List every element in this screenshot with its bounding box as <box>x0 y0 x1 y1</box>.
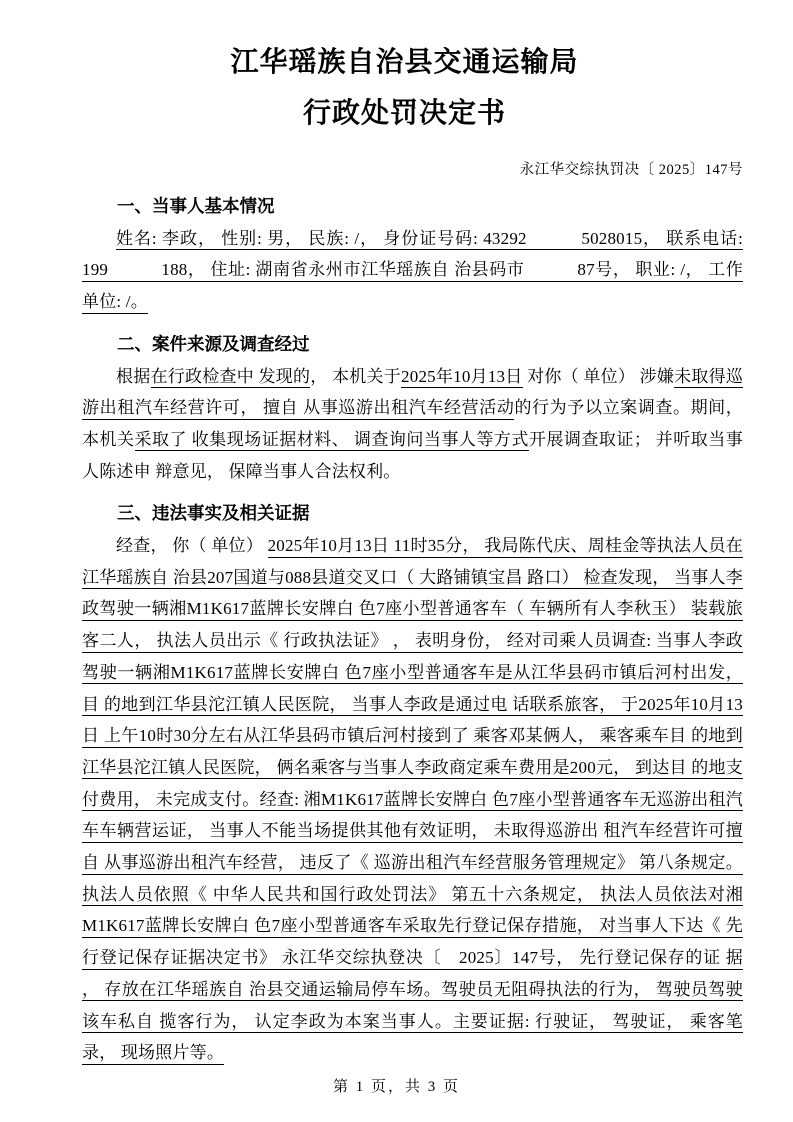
filled-field-text: 在行政检查中 发现的 <box>151 367 311 389</box>
title-line-2: 行政处罚决定书 <box>302 97 506 128</box>
section-2-paragraph <box>82 361 743 488</box>
static-text: 的行为予以立案调查。期间， 本机关 <box>82 398 743 449</box>
filled-field-text: 姓名: 李政， 性别: 男， 民族: /， 身份证号码: 43292 5028015， 联系电话: 199 188， 住址: 湖南省永州市江华瑶族自 治县码市 87号， 职业: /， 工作单位: /。 <box>82 229 743 314</box>
static-text: 开展调查取证； 并听取当事人陈述申 辩意见， 保障当事人合法权利。 <box>82 429 743 481</box>
section-facts-evidence <box>82 498 743 1069</box>
filled-field-text: 未取得巡游出租汽车经营许可， 擅自 从事巡游出租汽车经营活动 <box>82 367 743 420</box>
filled-field-text: 2025年10月13日 11时35分， 我局陈代庆、周桂金等执法人员在江华瑶族自 治县207国道与088县道交叉口（ 大路铺镇宝昌 路口） 检查发现， 当事人李政驾驶一辆湘M1K617蓝牌长安牌白 色7座小型普通客车（ 车辆所有人李秋玉） 装载旅客二人， 执法人员出示《 行政执法证》 ， 表明身份， 经对司乘人员调查: 当事人李政驾驶一辆湘M1K617蓝牌长安牌白 色7座小型普通客车是从江华县码市镇后河村出发， 目 的地到江华县沱江镇人民医院， 当事人李政是通过电 话联系旅客， 于2025年10月13日 上午10时30分左右从江华县码市镇后河村接到了 乘客邓某俩人， 乘客乘车目 的地到江华县沱江镇人民医院， 俩名乘客与当事人李政商定乘车费用是200元， 到达目 的地支付费用， 未完成支付。经查: 湘M1K617蓝牌长安牌白 色7座小型普通客车无巡游出租汽车车辆营运证， 当事人不能当场提供其他有效证明， 未取得巡游出 租汽车经营许可擅自 从事巡游出租汽车经营， 违反了《 巡游出租汽车经营服务管理规定》 第八条规定。执法人员依照《 中华人民共和国行政处罚法》 第五十六条规定， 执法人员依法对湘M1K617蓝牌长安牌白 色7座小型普通客车采取先行登记保存措施， 对当事人下达《 先行登记保存证据决定书》 永江华交综执登决〔 2025〕147号， 先行登记保存的证 据 ， 存放在江华瑶族自 治县交通运输局停车场。驾驶员无阻碍执法的行为， 驾驶员驾驶该车私自 揽客行为， 认定李政为本案当事人。主要证据: 行驶证， 驾驶证， 乘客笔录， 现场照片等。 <box>82 536 743 1065</box>
static-text: 根据 <box>116 366 151 386</box>
document-title <box>66 36 743 138</box>
static-text: 对你（ 单位） 涉嫌 <box>522 366 675 386</box>
section-basic-info <box>82 191 743 318</box>
section-1-heading: 一、当事人基本情况 <box>117 196 275 216</box>
section-3-paragraph <box>82 530 743 1069</box>
title-line-1: 江华瑶族自治县交通运输局 <box>230 46 579 77</box>
section-3-heading: 三、违法事实及相关证据 <box>117 503 310 524</box>
document-number: 永江华交综执罚决〔 2025〕147号 <box>519 162 743 178</box>
section-1-paragraph <box>82 223 743 318</box>
filled-field-text: 2025年10月13日 <box>401 367 523 389</box>
section-2-heading: 二、案件来源及调查经过 <box>117 333 310 354</box>
section-case-source <box>82 329 743 488</box>
page-number-indicator: 第 1 页，共 3 页 <box>332 1079 460 1095</box>
static-text: 经查， 你（ 单位） <box>116 536 268 556</box>
filled-field-text: 采取了 收集现场证据材料、 调查询问当事人等方式 <box>135 430 529 452</box>
static-text: ， 本机关于 <box>310 366 402 386</box>
